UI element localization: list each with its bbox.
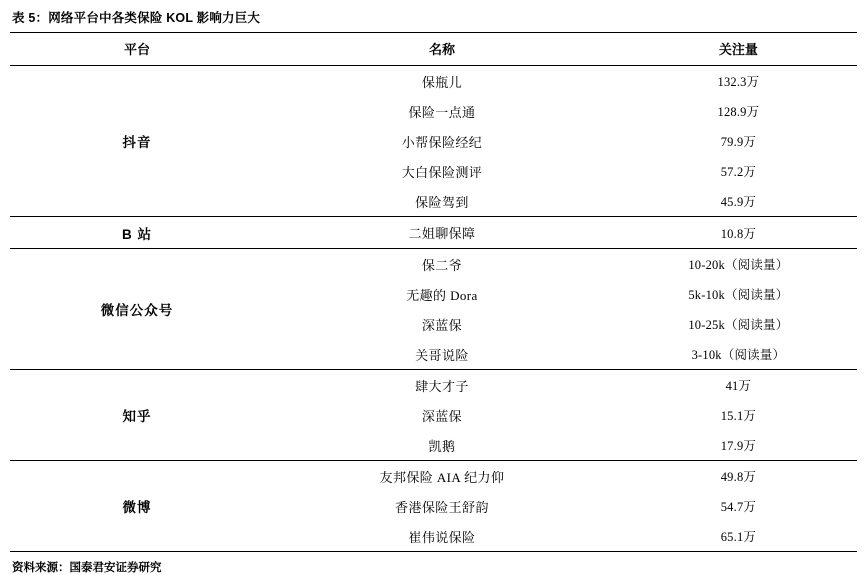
count-cell: 65.1万	[720, 530, 757, 544]
platform-cell: 知乎	[10, 370, 264, 461]
name-cell: 关哥说险	[415, 347, 469, 363]
count-cell: 57.2万	[720, 165, 757, 179]
name-cell: 二姐聊保障	[264, 217, 620, 249]
table-row	[10, 66, 857, 97]
name-cell: 保险一点通	[408, 104, 476, 120]
table-caption: 表 5：网络平台中各类保险 KOL 影响力巨大	[12, 11, 261, 25]
table-row	[10, 217, 857, 249]
count-cell: 5k-10k（阅读量）	[688, 288, 789, 302]
name-cell: 大白保险测评	[401, 164, 483, 180]
source-organization: 国泰君安证券研究	[69, 562, 162, 574]
column-header-name: 名称	[264, 33, 620, 66]
name-cell: 友邦保险 AIA 纪力仰	[264, 461, 620, 492]
kol-influence-table	[10, 32, 857, 551]
name-cell: 肆大才子	[264, 370, 620, 401]
column-header-count: 关注量	[620, 33, 857, 66]
name-cell: 深蓝保	[421, 408, 463, 424]
platform-cell: 微博	[10, 461, 264, 552]
count-cell: 15.1万	[720, 409, 757, 423]
source-label: 资料来源：	[12, 562, 70, 574]
count-cell: 49.8万	[620, 461, 857, 492]
name-cell: 香港保险王舒韵	[395, 499, 489, 515]
name-cell: 保瓶儿	[421, 74, 463, 90]
name-cell: 深蓝保	[421, 317, 463, 333]
count-cell: 128.9万	[717, 105, 760, 119]
table-row	[10, 370, 857, 401]
table-header	[10, 33, 857, 66]
name-cell: 保二爷	[264, 249, 620, 280]
count-cell: 54.7万	[720, 500, 757, 514]
name-cell: 无趣的 Dora	[406, 287, 478, 303]
name-cell: 凯鹅	[428, 438, 456, 454]
count-cell: 3-10k（阅读量）	[691, 348, 786, 362]
name-cell: 小帮保险经纪	[401, 134, 483, 150]
count-cell: 79.9万	[720, 135, 757, 149]
table-body	[10, 66, 857, 552]
count-cell: 10-25k（阅读量）	[688, 318, 789, 332]
table-row	[10, 249, 857, 280]
platform-cell: B 站	[10, 217, 264, 249]
count-cell: 17.9万	[720, 439, 757, 453]
count-cell: 132.3万	[717, 75, 760, 89]
source-note	[10, 551, 857, 575]
table-row	[10, 461, 857, 492]
name-cell: 保险驾到	[415, 194, 469, 210]
column-header-platform: 平台	[10, 33, 264, 66]
platform-cell: 微信公众号	[10, 249, 264, 370]
count-cell: 41万	[620, 370, 857, 401]
count-cell: 10.8万	[620, 217, 857, 249]
count-cell: 10-20k（阅读量）	[620, 249, 857, 280]
platform-cell: 抖音	[122, 135, 152, 150]
header-row	[10, 33, 857, 66]
count-cell: 45.9万	[720, 195, 757, 209]
name-cell: 崔伟说保险	[408, 529, 476, 545]
